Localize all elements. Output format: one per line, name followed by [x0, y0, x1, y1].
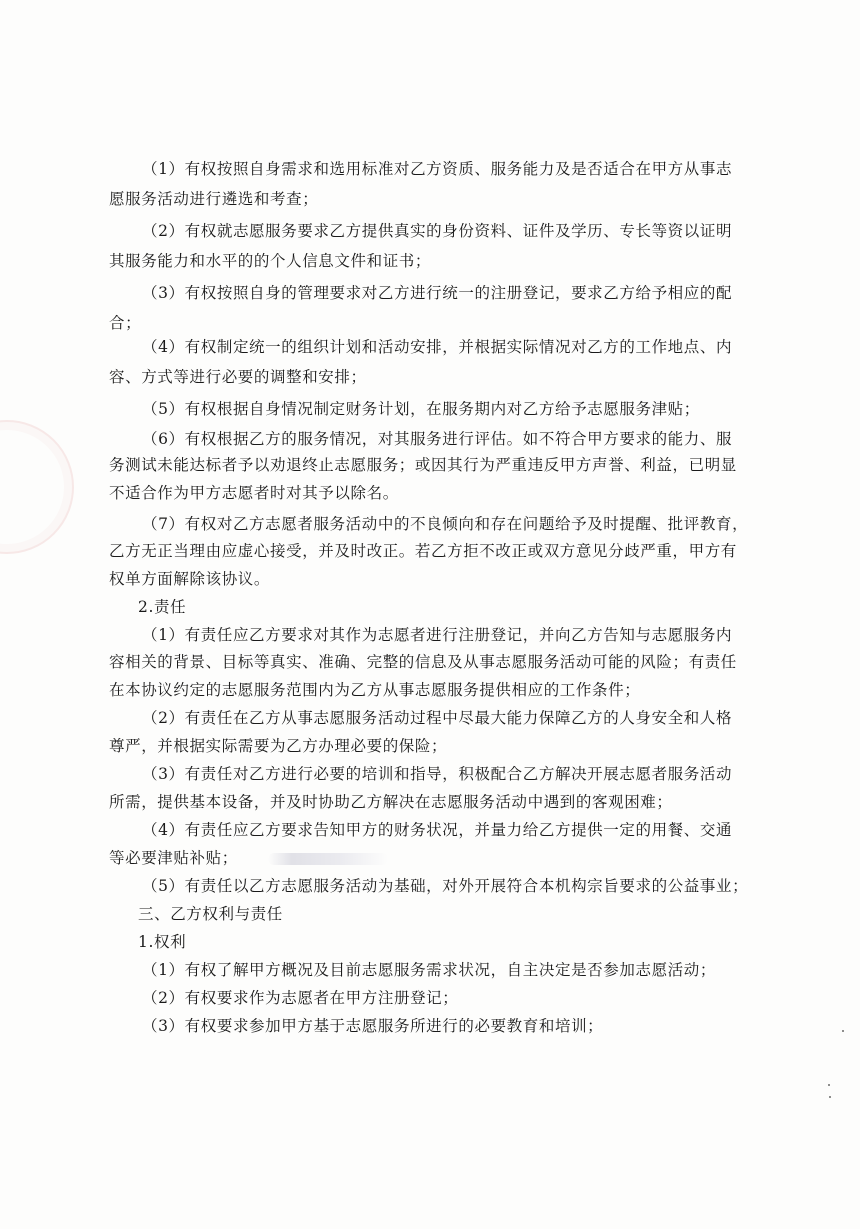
- text-line: （5）有责任以乙方志愿服务活动为基础，对外开展符合本机构宗旨要求的公益事业；: [142, 877, 749, 895]
- scan-speck: [842, 1030, 844, 1032]
- text-line: （4）有权制定统一的组织计划和活动安排，并根据实际情况对乙方的工作地点、内: [142, 338, 733, 356]
- text-line: （2）有权要求作为志愿者在甲方注册登记；: [142, 989, 459, 1007]
- section-heading: 1.权利: [138, 933, 187, 951]
- chapter-heading: 三、乙方权利与责任: [138, 905, 283, 923]
- text-line: 尊严，并根据实际需要为乙方办理必要的保险；: [109, 737, 448, 755]
- text-line: 容相关的背景、目标等真实、准确、完整的信息及从事志愿服务活动可能的风险；有责任: [109, 653, 737, 671]
- section-heading: 2.责任: [138, 598, 187, 616]
- text-line: （1）有责任应乙方要求对其作为志愿者进行注册登记，并向乙方告知与志愿服务内: [142, 626, 733, 644]
- faint-seal-mark: [0, 420, 74, 554]
- text-line: 权单方面解除该协议。: [109, 570, 271, 588]
- text-line: 合；: [109, 314, 142, 332]
- text-line: 在本协议约定的志愿服务范围内为乙方从事志愿服务提供相应的工作条件；: [109, 681, 641, 699]
- text-line: （2）有责任在乙方从事志愿服务活动过程中尽最大能力保障乙方的人身安全和人格: [142, 709, 733, 727]
- text-line: 不适合作为甲方志愿者时对其予以除名。: [109, 484, 399, 502]
- text-line: （1）有权了解甲方概况及目前志愿服务需求状况，自主决定是否参加志愿活动；: [142, 961, 716, 979]
- text-line: （6）有权根据乙方的服务情况，对其服务进行评估。如不符合甲方要求的能力、服: [142, 430, 733, 448]
- text-line: 乙方无正当理由应虚心接受，并及时改正。若乙方拒不改正或双方意见分歧严重，甲方有: [109, 542, 737, 560]
- scan-speck: [829, 1096, 831, 1098]
- text-line: （2）有权就志愿服务要求乙方提供真实的身份资料、证件及学历、专长等资以证明: [142, 222, 733, 240]
- scan-speck: [828, 1084, 830, 1086]
- text-line-with-smudge: [109, 848, 388, 868]
- scan-smudge: [268, 853, 388, 865]
- text-line: （3）有权要求参加甲方基于志愿服务所进行的必要教育和培训；: [142, 1017, 604, 1035]
- text-line: （7）有权对乙方志愿者服务活动中的不良倾向和存在问题给予及时提醒、批评教育，: [142, 515, 749, 533]
- text-line: （4）有责任应乙方要求告知甲方的财务状况，并量力给乙方提供一定的用餐、交通: [142, 821, 733, 839]
- text-line: （1）有权按照自身需求和选用标准对乙方资质、服务能力及是否适合在甲方从事志: [142, 160, 733, 178]
- text-line: 等必要津贴补贴；: [109, 849, 238, 867]
- text-line: 务测试未能达标者予以劝退终止志愿服务；或因其行为严重违反甲方声誉、利益，已明显: [109, 456, 737, 474]
- text-line: （3）有权按照自身的管理要求对乙方进行统一的注册登记，要求乙方给予相应的配: [142, 284, 733, 302]
- text-line: （5）有权根据自身情况制定财务计划，在服务期内对乙方给予志愿服务津贴；: [142, 400, 700, 418]
- text-line: 其服务能力和水平的的个人信息文件和证书；: [109, 252, 432, 270]
- text-line: （3）有责任对乙方进行必要的培训和指导，积极配合乙方解决开展志愿者服务活动: [142, 765, 733, 783]
- text-line: 容、方式等进行必要的调整和安排；: [109, 368, 367, 386]
- text-line: 愿服务活动进行遴选和考查；: [109, 190, 319, 208]
- text-line: 所需，提供基本设备，并及时协助乙方解决在志愿服务活动中遇到的客观困难；: [109, 793, 673, 811]
